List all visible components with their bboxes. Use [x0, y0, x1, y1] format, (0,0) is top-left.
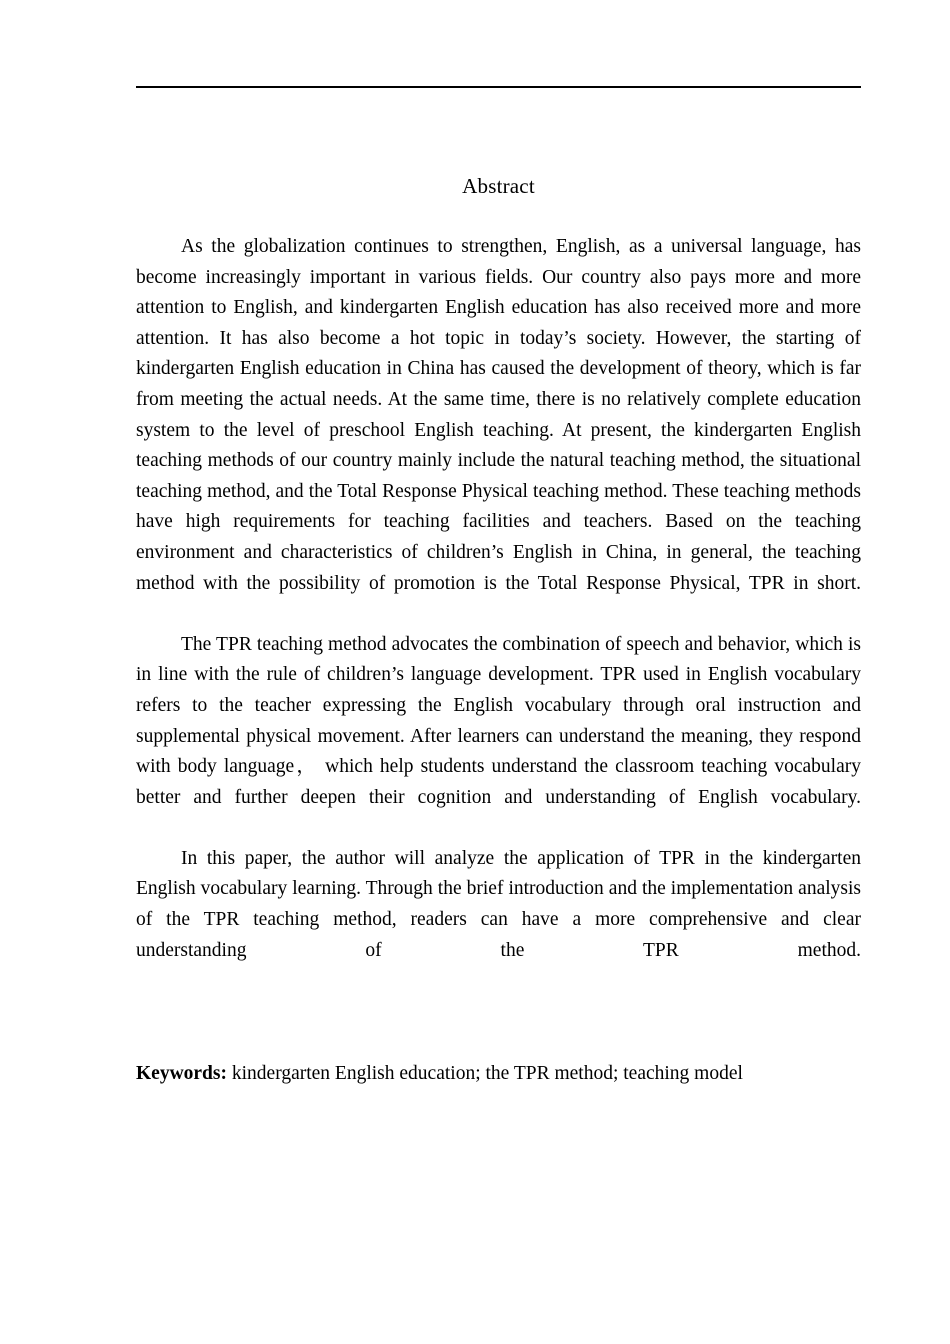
keywords-value: kindergarten English education; the TPR method; teaching model [227, 1063, 743, 1084]
abstract-paragraph-1: As the globalization continues to strengthen, English, as a universal language, has become increasingly important in various fields. Our country also pays more and more attention to English, and kindergarten English education has also received more and more attention. It has also become a hot topic in today’s society. However, the starting of kindergarten English education in China has caused the development of theory, which is far from meeting the actual needs. At the same time, there is no relatively complete education system to the level of preschool English teaching. At present, the kindergarten English teaching methods of our country mainly include the natural teaching method, the situational teaching method, and the Total Response Physical teaching method. These teaching methods have high requirements for teaching facilities and teachers. Based on the teaching environment and characteristics of children’s English in China, in general, the teaching method with the possibility of promotion is the Total Response Physical, TPR in short. [136, 236, 861, 594]
abstract-paragraph-2: The TPR teaching method advocates the combination of speech and behavior, which is in line with the rule of children’s language development. TPR used in English vocabulary refers to the teacher expressing the English vocabulary through oral instruction and supplemental physical movement. After learners can understand the meaning, they respond with body language， which help students understand the classroom teaching vocabulary better and further deepen their cognition and understanding of English vocabulary. [136, 633, 861, 808]
header-rule [136, 86, 861, 88]
abstract-paragraph-3: In this paper, the author will analyze the application of TPR in the kindergarten English vocabulary learning. Through the brief introduction and the implementation analysis of the TPR teaching method, readers can have a more comprehensive and clear understanding of the TPR method. [136, 847, 861, 961]
keywords-line [136, 1059, 861, 1090]
page-title: Abstract [462, 174, 535, 199]
keywords-label: Keywords: [136, 1063, 227, 1084]
abstract-body [136, 232, 861, 997]
